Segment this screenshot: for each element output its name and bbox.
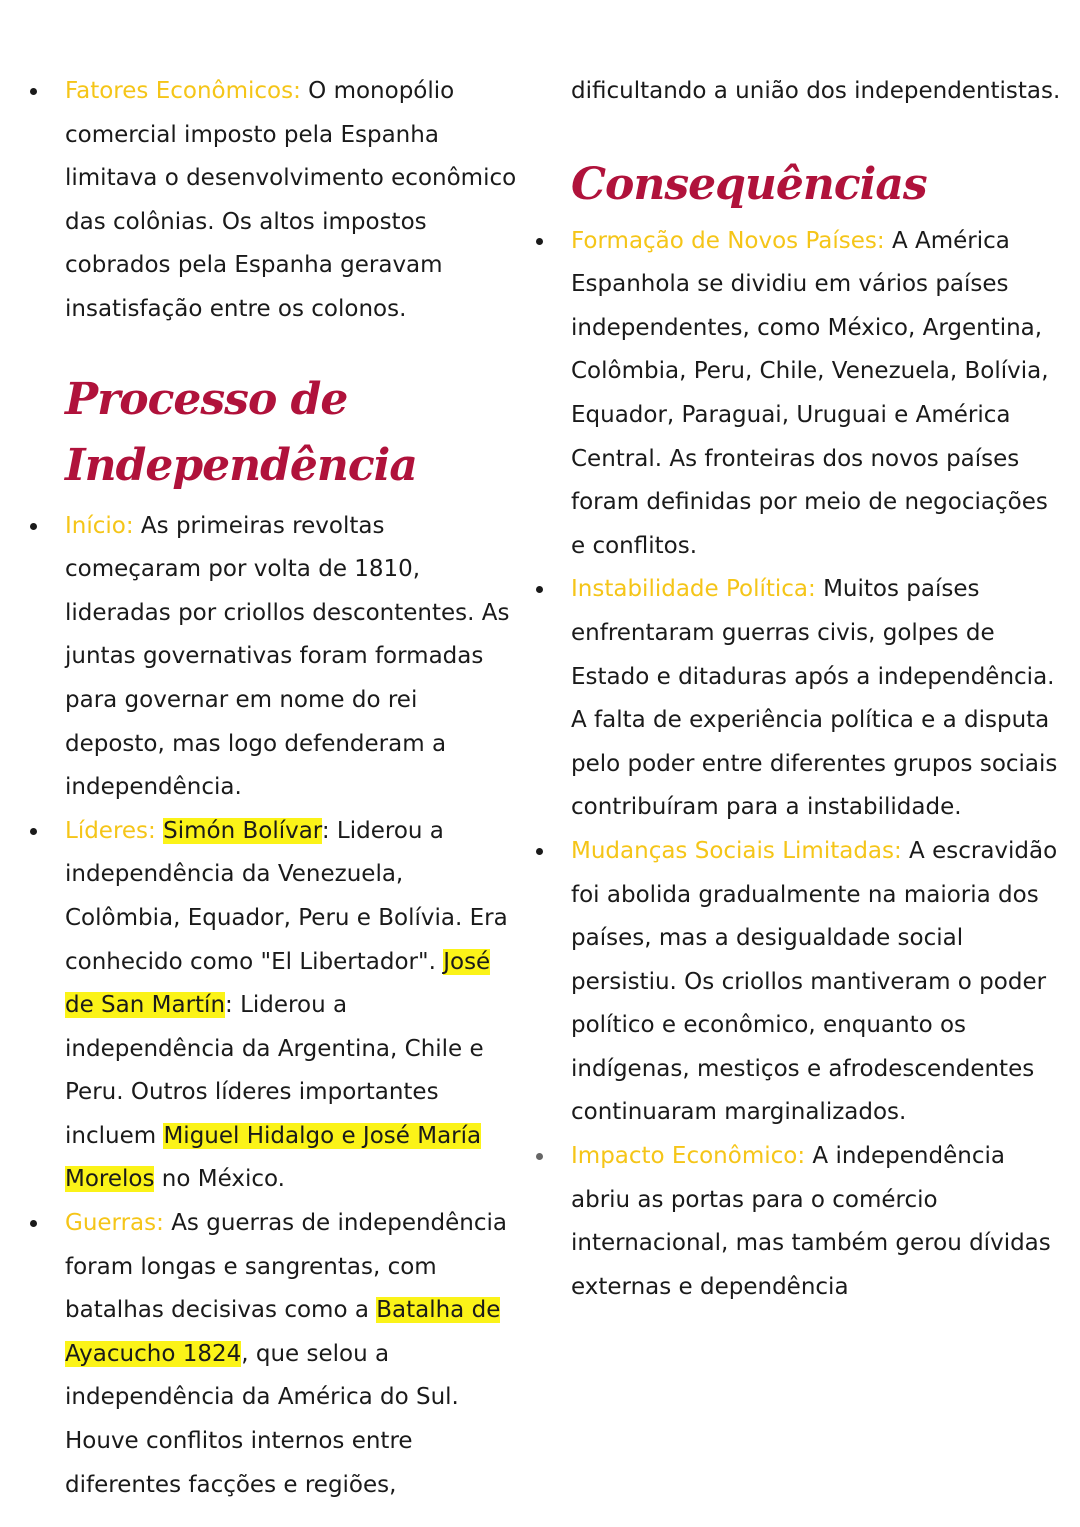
term-label: Fatores Econômicos: [65, 78, 301, 104]
economic-list [30, 70, 520, 332]
item-text: , que selou a independência da América do Sul. Houve conflitos internos entre diferentes facções e regiões, [65, 1340, 459, 1498]
item-text: A América Espanhola se dividiu em vários países independentes, como México, Argentina, Colômbia, Peru, Chile, Venezuela, Bolívia, Equador, Paraguai, Uruguai e América Central. As fronteiras dos novos países foram definidas por meio de negociações e conflitos. [571, 227, 1049, 559]
term-label: Instabilidade Política: [571, 576, 816, 603]
item-text: Muitos países enfrentaram guerras civis, golpes de Estado e ditaduras após a independência. A falta de experiência política e a disputa pelo poder entre diferentes grupos sociais contribuíram para a instabilidade. [571, 576, 1058, 821]
list-item-lideres [30, 810, 520, 1202]
bullet-icon [536, 238, 543, 245]
term-label: Líderes: [65, 817, 156, 844]
bullet-icon [536, 586, 543, 593]
bullet-icon [30, 523, 37, 530]
list-item-consequence [536, 220, 1066, 569]
term-label: Início: [65, 512, 134, 539]
section-heading-consequences: Consequências [571, 158, 927, 210]
list-item-consequence [536, 830, 1066, 1135]
heading-line-1: Processo de [65, 373, 348, 425]
highlight-san-martin: José de San Martín [65, 948, 491, 1019]
left-column [30, 70, 520, 1507]
item-text [156, 818, 163, 844]
item-text: As guerras de independência foram longas e sangrentas, com batalhas decisivas como a [65, 1210, 508, 1324]
highlight-bolivar: Simón Bolívar [163, 817, 322, 844]
bullet-icon [30, 1220, 37, 1227]
independence-list [30, 505, 520, 1508]
term-label: Impacto Econômico: [571, 1143, 806, 1170]
item-text: A independência abriu as portas para o comércio internacional, mas também gerou dívidas externas e dependência [571, 1143, 1051, 1300]
item-text: A escravidão foi abolida gradualmente na maioria dos países, mas a desigualdade social persistiu. Os criollos mantiveram o poder político e econômico, enquanto os indígenas, mestiços e afrodescendentes continuaram marginalizados. [571, 837, 1058, 1126]
bullet-icon [536, 848, 543, 855]
item-text: As primeiras revoltas começaram por volta de 1810, lideradas por criollos descontentes. As juntas governativas foram formadas para governar em nome do rei deposto, mas logo defenderam a independência. [65, 512, 510, 801]
item-text: no México. [154, 1166, 285, 1193]
heading-line-2: Independência [65, 439, 417, 491]
list-item-consequence [536, 1135, 1066, 1309]
section-heading-independence [30, 367, 520, 499]
bullet-icon [30, 88, 37, 95]
item-text: O monopólio comercial imposto pela Espanha limitava o desenvolvimento econômico das colônias. Os altos impostos cobrados pela Espanha geravam insatisfação entre os colonos. [65, 78, 517, 322]
term-label: Formação de Novos Países: [571, 227, 885, 254]
term-label: Mudanças Sociais Limitadas: [571, 837, 902, 864]
continuation-text: dificultando a união dos independentistas. [571, 78, 1061, 104]
bullet-icon [536, 1153, 543, 1160]
bullet-icon [30, 828, 37, 835]
highlight-hidalgo-morelos: Miguel Hidalgo e José María Morelos [65, 1122, 482, 1193]
item-text: : Liderou a independência da Venezuela, Colômbia, Equador, Peru e Bolívia. Era conhecido como "El Libertador". [65, 817, 508, 975]
item-text: : Liderou a independência da Argentina, Chile e Peru. Outros líderes importantes incluem [65, 992, 484, 1149]
highlight-ayacucho: Batalha de Ayacucho 1824 [65, 1297, 501, 1367]
list-item-guerras [30, 1202, 520, 1507]
right-column [536, 70, 1066, 1309]
list-item-consequence [536, 568, 1066, 830]
list-item-inicio [30, 505, 520, 810]
term-label: Guerras: [65, 1210, 164, 1237]
consequences-list [536, 220, 1066, 1310]
list-item-economic-factors [30, 70, 520, 332]
